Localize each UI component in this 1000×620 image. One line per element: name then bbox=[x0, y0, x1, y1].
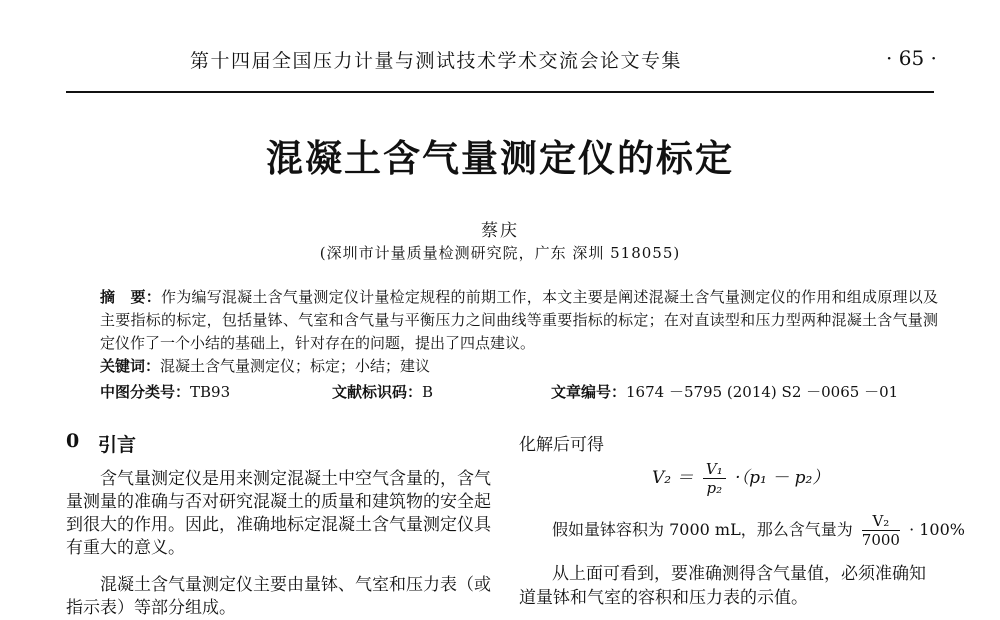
intro-paragraph-2: 混凝土含气量测定仪主要由量钵、气室和压力表（或指示表）等部分组成。 bbox=[66, 575, 491, 618]
formula-lhs: V₂ ＝ bbox=[652, 468, 694, 488]
keywords-label: 关键词： bbox=[100, 357, 161, 375]
doc-code-label: 文献标识码： bbox=[332, 383, 423, 401]
doc-code-value: B bbox=[422, 383, 434, 401]
clc-number bbox=[100, 381, 230, 402]
document-code bbox=[332, 381, 433, 402]
section-number: 0 bbox=[66, 430, 80, 452]
formula-denominator: p₂ bbox=[706, 479, 723, 497]
section-title: 引言 bbox=[98, 434, 137, 456]
article-title: 混凝土含气量测定仪的标定 bbox=[266, 137, 734, 180]
derivation-line: 化解后可得 bbox=[519, 435, 604, 455]
air-content-prefix: 假如量钵容积为 7000 mL，那么含气量为 bbox=[552, 520, 853, 539]
author-affiliation: (深圳市计量质量检测研究院，广东 深圳 518055) bbox=[319, 244, 681, 262]
abstract-text: 作为编写混凝土含气量测定仪计量检定规程的前期工作，本文主要是阐述混凝土含气量测定仪的作用和组成原理以及主要指标的标定，包括量钵、气室和含气量与平衡压力之间曲线等重要指标的标定；在对直读型和压力型两种混凝土含气量测定仪作了一个小结的基础上，针对存在的问题，提出了四点建议。 bbox=[100, 288, 938, 352]
conclusion-paragraph: 从上面可看到，要准确测得含气量值，必须准确知道量钵和气室的容积和压力表的示值。 bbox=[519, 564, 926, 608]
journal-header-title: 第十四届全国压力计量与测试技术学术交流会论文专集 bbox=[190, 50, 683, 72]
abstract bbox=[100, 286, 938, 355]
air-content-suffix: · 100% bbox=[909, 520, 965, 539]
clc-label: 中图分类号： bbox=[100, 383, 191, 401]
formula-rhs: ·（p₁ － p₂） bbox=[735, 468, 830, 488]
keywords-text: 混凝土含气量测定仪；标定；小结；建议 bbox=[160, 357, 431, 375]
formula-numerator: V₁ bbox=[703, 460, 726, 479]
formula-fraction bbox=[703, 460, 726, 497]
article-number bbox=[551, 381, 898, 402]
header-rule bbox=[66, 91, 934, 93]
author-name: 蔡庆 bbox=[481, 221, 519, 241]
abstract-label: 摘 要： bbox=[100, 288, 161, 306]
air-content-line bbox=[552, 512, 965, 549]
intro-paragraph-1: 含气量测定仪是用来测定混凝土中空气含量的，含气量测量的准确与否对研究混凝土的质量和建筑物的安全起到很大的作用。因此，准确地标定混凝土含气量测定仪具有重大的意义。 bbox=[66, 469, 491, 558]
article-no-label: 文章编号： bbox=[551, 383, 627, 401]
keywords bbox=[100, 355, 430, 376]
page-number: · 65 · bbox=[886, 46, 937, 70]
air-content-fraction bbox=[862, 512, 900, 549]
clc-value: TB93 bbox=[190, 383, 231, 401]
formula-v2 bbox=[652, 460, 829, 497]
air-content-numerator: V₂ bbox=[862, 512, 900, 531]
air-content-denominator: 7000 bbox=[861, 531, 900, 549]
article-no-value: 1674 －5795 (2014) S2 －0065 －01 bbox=[626, 383, 899, 401]
